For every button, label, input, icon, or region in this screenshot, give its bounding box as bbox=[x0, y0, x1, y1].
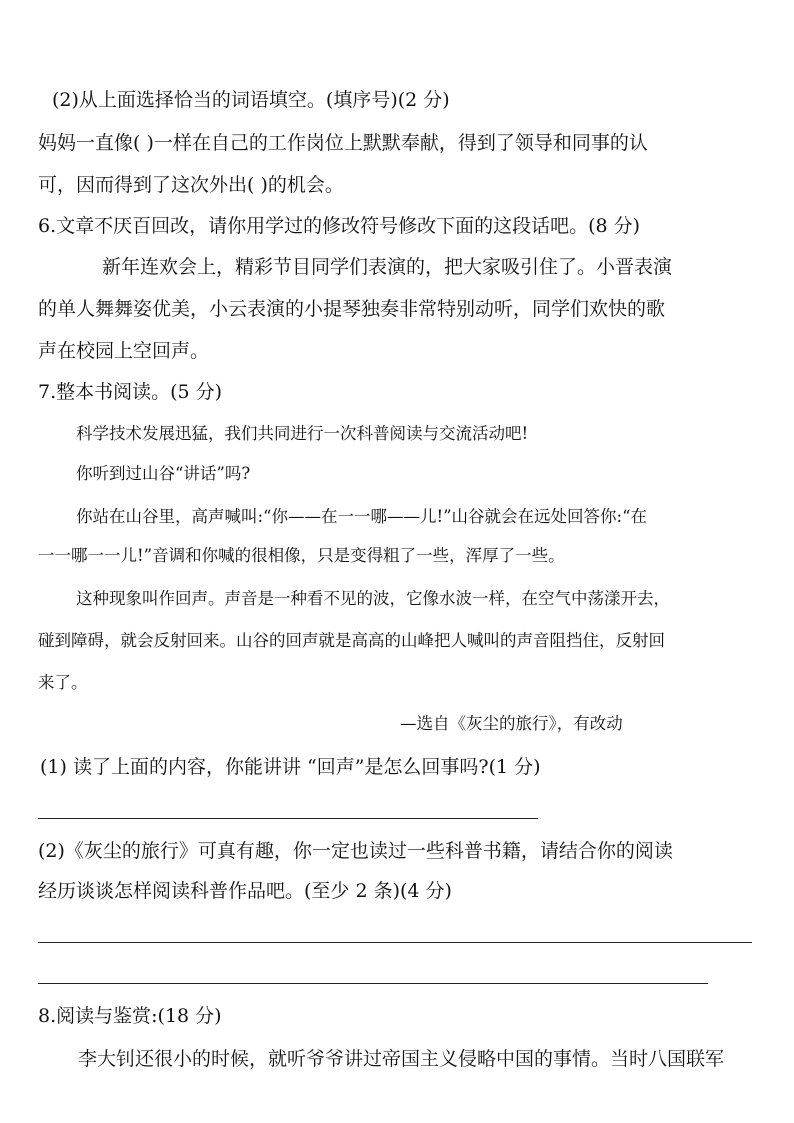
q6-paragraph-line3: 声在校园上空回声。 bbox=[38, 340, 210, 362]
q7-passage-p3-line2: 一一哪一一儿!”音调和你喊的很相像，只是变得粗了一些，浑厚了一些。 bbox=[38, 546, 565, 565]
q6-paragraph-line2: 的单人舞舞姿优美，小云表演的小提琴独奏非常特别动听，同学们欢快的歌 bbox=[38, 298, 666, 320]
q7-sub2-question-line1: (2)《灰尘的旅行》可真有趣，你一定也读过一些科普书籍，请结合你的阅读 bbox=[38, 840, 673, 862]
q8-title: 8.阅读与鉴赏:(18 分) bbox=[38, 1005, 222, 1027]
q7-passage-p4-line2: 碰到障碍，就会反射回来。山谷的回声就是高高的山峰把人喊叫的声音阻挡住，反射回 bbox=[38, 631, 665, 650]
q7-title: 7.整本书阅读。(5 分) bbox=[38, 381, 223, 403]
q7-sub2-answer-line1 bbox=[38, 942, 752, 943]
q7-source-attribution: —选自《灰尘的旅行》，有改动 bbox=[400, 714, 623, 733]
q7-passage-p4-line3: 来了。 bbox=[38, 673, 88, 692]
q6-title: 6.文章不厌百回改，请你用学过的修改符号修改下面的这段话吧。(8 分) bbox=[38, 215, 641, 237]
q8-passage-line1: 李大钊还很小的时候，就听爷爷讲过帝国主义侵略中国的事情。当时八国联军 bbox=[78, 1048, 725, 1070]
q6-paragraph-line1: 新年连欢会上，精彩节目同学们表演的，把大家吸引住了。小晋表演 bbox=[102, 256, 673, 278]
q7-sub2-question-line2: 经历谈谈怎样阅读科普作品吧。(至少 2 条)(4 分) bbox=[38, 880, 452, 902]
q5-fill-sentence-line2: 可，因而得到了这次外出( )的机会。 bbox=[38, 174, 344, 196]
q7-sub2-answer-line2 bbox=[38, 983, 708, 984]
q7-passage-p1: 科学技术发展迅猛，我们共同进行一次科普阅读与交流活动吧! bbox=[76, 424, 529, 443]
q7-passage-p3-line1: 你站在山谷里，高声喊叫:“你——在一一哪——儿!”山谷就会在远处回答你:“在 bbox=[76, 507, 648, 526]
q5-sub2-instruction: (2)从上面选择恰当的词语填空。(填序号)(2 分) bbox=[52, 89, 450, 111]
q7-sub1-question: (1) 读了上面的内容，你能讲讲 “回声”是怎么回事吗?(1 分) bbox=[40, 756, 541, 778]
q7-passage-p2: 你听到过山谷“讲话”吗? bbox=[76, 464, 251, 483]
q5-fill-sentence-line1: 妈妈一直像( )一样在自己的工作岗位上默默奉献，得到了领导和同事的认 bbox=[38, 132, 648, 154]
q7-sub1-answer-line bbox=[38, 818, 538, 819]
q7-passage-p4-line1: 这种现象叫作回声。声音是一种看不见的波，它像水波一样，在空气中荡漾开去， bbox=[76, 589, 670, 608]
